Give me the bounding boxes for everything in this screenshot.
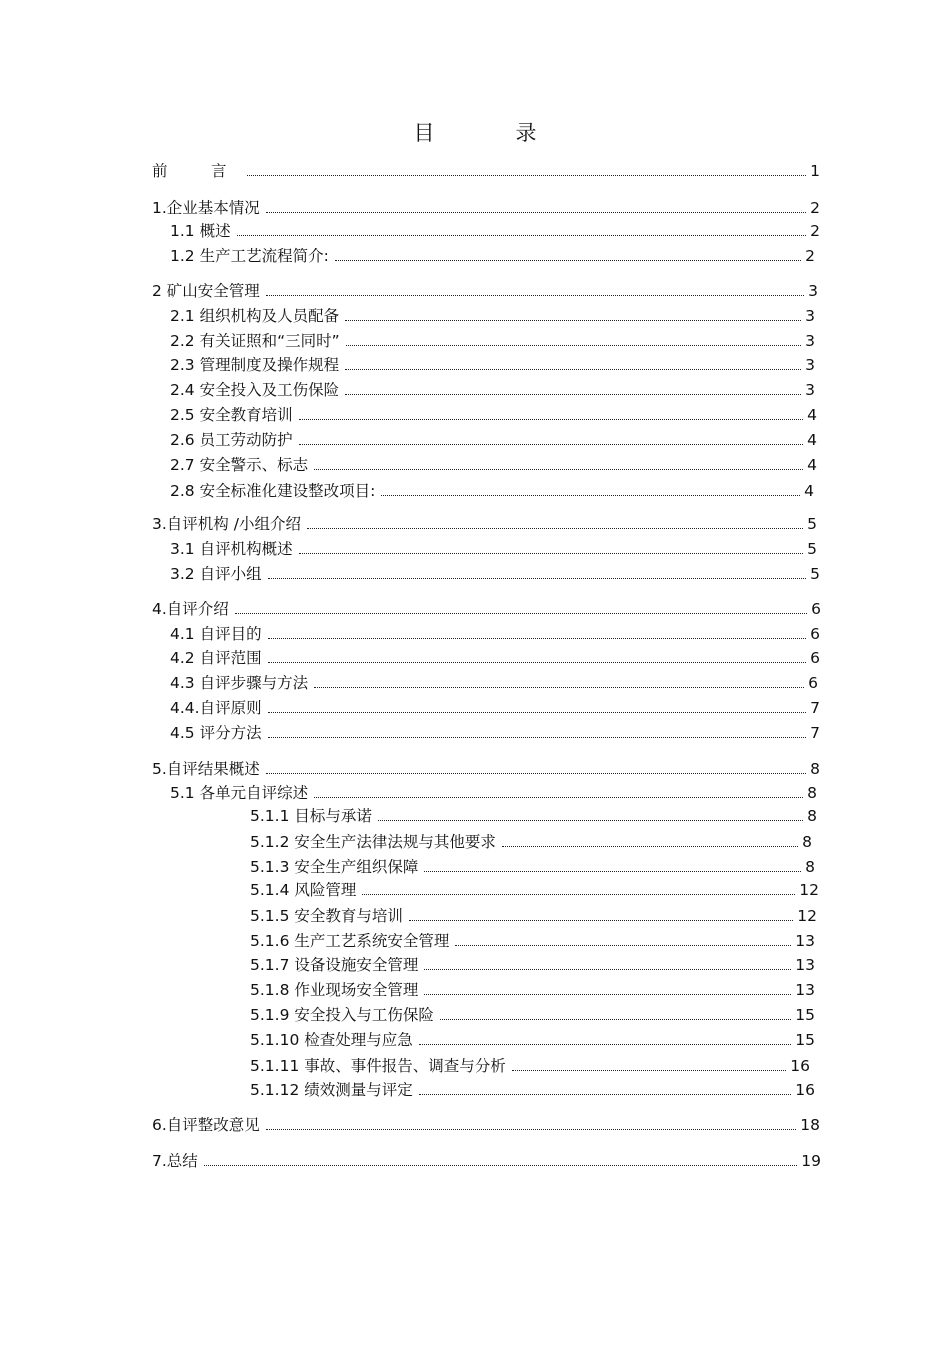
toc-entry-label: 4.1 自评目的 [170,625,262,643]
toc-entry-label: 4.3 自评步骤与方法 [170,674,309,692]
toc-entry-label: 5.1.6 生产工艺系统安全管理 [250,932,450,950]
toc-entry[interactable] [250,829,812,851]
toc-entry-page-number: 8 [805,858,815,876]
toc-entry-label: 5.自评结果概述 [152,760,260,778]
toc-entry-page-number: 19 [801,1152,821,1170]
toc-leader-dots [419,1044,792,1045]
toc-leader-dots [266,773,806,774]
toc-entry[interactable] [152,756,820,778]
toc-leader-dots [502,846,798,847]
toc-entry-page-number: 4 [807,406,817,424]
toc-leader-dots [346,345,801,346]
toc-leader-dots [307,528,803,529]
toc-entry[interactable] [152,1148,821,1170]
toc-leader-dots [512,1070,787,1071]
toc-entry-page-number: 8 [810,760,820,778]
toc-entry-label: 2.7 安全警示、标志 [170,456,309,474]
toc-entry-page-number: 2 [810,222,820,240]
toc-entry-page-number: 6 [810,649,820,667]
toc-leader-dots [237,235,807,236]
toc-entry[interactable] [170,621,820,643]
toc-leader-dots [378,820,803,821]
toc-leader-dots [268,578,807,579]
toc-entry-label: 2.8 安全标准化建设整改项目: [170,482,376,500]
toc-leader-dots [440,1019,791,1020]
toc-entry-page-number: 7 [810,699,820,717]
toc-entry[interactable] [170,536,817,558]
toc-entry-page-number: 3 [805,356,815,374]
toc-entry[interactable] [170,780,817,802]
toc-entry[interactable] [170,670,818,692]
toc-leader-dots [268,662,807,663]
toc-entry-page-number: 8 [807,807,817,825]
toc-leader-dots [424,969,791,970]
toc-entry-page-number: 6 [810,625,820,643]
toc-entry[interactable] [170,303,815,325]
toc-entry-page-number: 6 [808,674,818,692]
toc-entry[interactable] [250,1002,815,1024]
toc-entry[interactable] [170,218,820,240]
toc-leader-dots [314,797,803,798]
toc-entry-page-number: 16 [790,1057,810,1075]
toc-entry[interactable] [250,1053,810,1075]
toc-entry[interactable] [170,243,815,265]
toc-entry-page-number: 4 [804,482,814,500]
toc-entry[interactable] [170,478,814,500]
toc-entry[interactable] [250,803,817,825]
toc-leader-dots [299,419,804,420]
toc-entry-label: 2.5 安全教育培训 [170,406,293,424]
toc-entry[interactable] [250,903,817,925]
toc-entry-label: 5.1.3 安全生产组织保障 [250,858,419,876]
toc-entry-page-number: 13 [795,932,815,950]
toc-entry-label: 2 矿山安全管理 [152,282,260,300]
toc-leader-dots [424,994,791,995]
toc-leader-dots [266,212,806,213]
toc-entry-label: 1.企业基本情况 [152,199,260,217]
toc-entry-label: 5.1.2 安全生产法律法规与其他要求 [250,833,496,851]
toc-title: 目 录 [413,121,567,145]
toc-entry[interactable] [170,561,820,583]
toc-entry[interactable] [170,427,817,449]
toc-entry-label: 5.1.8 作业现场安全管理 [250,981,419,999]
toc-leader-dots [335,260,801,261]
toc-entry-label: 2.4 安全投入及工伤保险 [170,381,340,399]
toc-entry[interactable] [250,1077,815,1099]
toc-leader-dots [345,320,801,321]
toc-entry-page-number: 18 [800,1116,820,1134]
toc-entry-page-number: 15 [795,1031,815,1049]
toc-entry-label: 3.1 自评机构概述 [170,540,293,558]
toc-entry[interactable] [250,977,815,999]
toc-entry[interactable] [170,452,817,474]
toc-entry[interactable] [170,352,815,374]
toc-entry[interactable] [152,596,821,618]
toc-entry-page-number: 3 [805,381,815,399]
toc-leader-dots [235,613,807,614]
toc-leader-dots [314,469,803,470]
toc-entry-page-number: 5 [807,540,817,558]
toc-entry-page-number: 16 [795,1081,815,1099]
toc-entry-label: 1.2 生产工艺流程简介: [170,247,329,265]
toc-leader-dots [314,687,804,688]
toc-entry-page-number: 13 [795,956,815,974]
toc-leader-dots [268,737,807,738]
toc-entry-label: 4.2 自评范围 [170,649,262,667]
toc-entry[interactable] [250,877,819,899]
toc-entry-page-number: 2 [810,199,820,217]
toc-entry-label: 5.1 各单元自评综述 [170,784,309,802]
toc-leader-dots [345,394,801,395]
toc-leader-dots [299,553,804,554]
toc-entry-page-number: 8 [807,784,817,802]
toc-leader-dots [247,175,807,176]
toc-entry[interactable] [152,195,820,217]
toc-entry-label: 5.1.12 绩效测量与评定 [250,1081,413,1099]
toc-entry-page-number: 12 [799,881,819,899]
toc-entry[interactable] [152,278,818,300]
toc-entry-page-number: 3 [805,307,815,325]
toc-leader-dots [266,295,804,296]
toc-entry[interactable] [170,695,820,717]
toc-entry-label: 前 言 [152,162,241,180]
toc-entry[interactable] [250,1027,815,1049]
toc-leader-dots [424,871,801,872]
toc-entry[interactable] [170,377,815,399]
toc-entry-label: 2.3 管理制度及操作规程 [170,356,340,374]
toc-entry-label: 2.6 员工劳动防护 [170,431,293,449]
toc-entry-page-number: 4 [807,431,817,449]
toc-entry-page-number: 15 [795,1006,815,1024]
toc-leader-dots [266,1129,796,1130]
toc-entry-page-number: 3 [808,282,818,300]
toc-entry-page-number: 2 [805,247,815,265]
toc-entry-label: 5.1.1 目标与承诺 [250,807,372,825]
toc-leader-dots [381,495,800,496]
toc-entry[interactable] [170,328,815,350]
toc-entry-label: 1.1 概述 [170,222,231,240]
toc-entry[interactable] [152,511,817,533]
toc-entry-label: 5.1.11 事故、事件报告、调查与分析 [250,1057,506,1075]
toc-leader-dots [204,1165,797,1166]
toc-entry-page-number: 5 [810,565,820,583]
toc-entry-label: 2.1 组织机构及人员配备 [170,307,340,325]
toc-entry[interactable] [152,1112,820,1134]
toc-entry[interactable] [250,928,815,950]
toc-entry-label: 5.1.10 检查处理与应急 [250,1031,413,1049]
toc-leader-dots [362,894,795,895]
toc-entry-page-number: 4 [807,456,817,474]
toc-entry-page-number: 3 [805,332,815,350]
toc-entry-page-number: 13 [795,981,815,999]
toc-entry-label: 3.2 自评小组 [170,565,262,583]
toc-leader-dots [299,444,804,445]
toc-entry-label: 5.1.9 安全投入与工伤保险 [250,1006,434,1024]
toc-entry-page-number: 5 [807,515,817,533]
toc-entry-page-number: 8 [802,833,812,851]
toc-entry-page-number: 6 [811,600,821,618]
toc-entry-label: 4.5 评分方法 [170,724,262,742]
toc-leader-dots [409,920,793,921]
toc-entry[interactable] [170,720,820,742]
toc-entry[interactable] [250,854,815,876]
toc-entry[interactable] [250,952,815,974]
toc-entry-page-number: 7 [810,724,820,742]
toc-leader-dots [345,369,801,370]
toc-entry-label: 6.自评整改意见 [152,1116,260,1134]
toc-entry-label: 5.1.5 安全教育与培训 [250,907,403,925]
toc-entry-label: 5.1.4 风险管理 [250,881,357,899]
toc-entry[interactable] [170,402,817,424]
toc-leader-dots [419,1094,792,1095]
toc-entry-page-number: 1 [810,162,820,180]
toc-entry-label: 3.自评机构 /小组介绍 [152,515,301,533]
toc-leader-dots [268,712,807,713]
toc-entry-label: 4.4.自评原则 [170,699,262,717]
toc-entry-label: 2.2 有关证照和“三同时” [170,332,340,350]
toc-leader-dots [268,638,807,639]
toc-entry-page-number: 12 [797,907,817,925]
toc-entry-label: 4.自评介绍 [152,600,229,618]
toc-entry[interactable] [170,645,820,667]
toc-entry[interactable] [152,158,820,180]
toc-entry-label: 5.1.7 设备设施安全管理 [250,956,419,974]
toc-leader-dots [455,945,791,946]
toc-entry-label: 7.总结 [152,1152,198,1170]
